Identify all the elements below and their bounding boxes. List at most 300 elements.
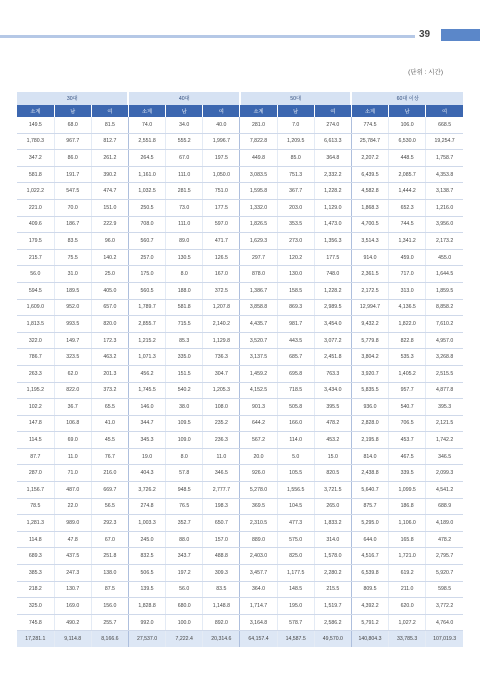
table-cell: 3,726.2	[128, 482, 165, 499]
table-cell: 1,071.3	[128, 349, 165, 366]
table-cell: 250.5	[128, 199, 165, 216]
table-cell: 1,332.0	[240, 199, 277, 216]
table-cell: 343.7	[166, 548, 203, 565]
table-cell: 1,822.0	[389, 316, 426, 333]
table-cell: 1,859.5	[426, 282, 463, 299]
table-cell: 471.7	[203, 233, 240, 250]
table-cell: 1,745.5	[128, 382, 165, 399]
gender-header: 여	[203, 105, 240, 117]
table-cell: 322.0	[17, 332, 54, 349]
table-cell: 373.2	[91, 382, 128, 399]
table-cell: 323.5	[54, 349, 91, 366]
table-row	[17, 432, 463, 449]
table-cell: 167.0	[203, 266, 240, 283]
table-cell: 825.0	[277, 548, 314, 565]
table-cell: 67.0	[166, 150, 203, 167]
table-cell: 335.0	[166, 349, 203, 366]
table-row	[17, 531, 463, 548]
table-cell: 3,137.5	[240, 349, 277, 366]
table-cell: 967.7	[54, 133, 91, 150]
table-cell: 487.0	[54, 482, 91, 499]
table-cell: 820.0	[91, 316, 128, 333]
table-cell: 2,828.0	[351, 415, 388, 432]
table-cell: 40.0	[203, 117, 240, 133]
table-cell: 151.0	[91, 199, 128, 216]
table-cell: 3,721.5	[314, 482, 351, 499]
table-cell: 560.5	[128, 282, 165, 299]
table-row	[17, 266, 463, 283]
table-cell: 346.5	[426, 448, 463, 465]
gender-header: 소계	[128, 105, 165, 117]
table-cell: 65.5	[91, 399, 128, 416]
table-cell: 926.0	[240, 465, 277, 482]
table-cell: 3,514.3	[351, 233, 388, 250]
table-row	[17, 199, 463, 216]
table-cell: 56.0	[17, 266, 54, 283]
table-cell: 215.5	[314, 581, 351, 598]
gender-header: 남	[277, 105, 314, 117]
table-cell: 822.0	[54, 382, 91, 399]
table-cell: 3,858.8	[240, 299, 277, 316]
table-cell: 2,989.5	[314, 299, 351, 316]
table-cell: 106.0	[389, 117, 426, 133]
table-cell: 456.2	[128, 365, 165, 382]
table-cell: 191.7	[54, 166, 91, 183]
table-cell: 175.0	[128, 266, 165, 283]
table-cell: 109.0	[166, 432, 203, 449]
table-cell: 76.7	[91, 448, 128, 465]
gender-header: 여	[314, 105, 351, 117]
gender-header-row	[17, 105, 463, 117]
table-cell: 75.5	[54, 249, 91, 266]
table-cell: 4,764.0	[426, 614, 463, 631]
table-cell: 177.5	[203, 199, 240, 216]
table-row	[17, 448, 463, 465]
table-row	[17, 299, 463, 316]
table-cell: 3,268.8	[426, 349, 463, 366]
table-cell: 4,189.0	[426, 515, 463, 532]
table-cell: 287.0	[17, 465, 54, 482]
table-cell: 3,454.0	[314, 316, 351, 333]
table-cell: 748.0	[314, 266, 351, 283]
table-cell: 364.0	[240, 581, 277, 598]
table-cell: 453.7	[389, 432, 426, 449]
table-cell: 14,587.5	[277, 631, 314, 647]
table-cell: 4,582.8	[351, 183, 388, 200]
table-cell: 751.0	[203, 183, 240, 200]
table-cell: 914.0	[351, 249, 388, 266]
table-cell: 2,121.5	[426, 415, 463, 432]
table-cell: 5,791.2	[351, 614, 388, 631]
table-cell: 657.0	[91, 299, 128, 316]
table-cell: 1,833.2	[314, 515, 351, 532]
table-cell: 56.5	[91, 498, 128, 515]
gender-header: 남	[166, 105, 203, 117]
table-cell: 1,148.8	[203, 598, 240, 615]
table-cell: 3,138.7	[426, 183, 463, 200]
table-cell: 1,444.2	[389, 183, 426, 200]
table-cell: 892.0	[203, 614, 240, 631]
table-cell: 313.0	[389, 282, 426, 299]
table-cell: 87.5	[91, 581, 128, 598]
table-cell: 685.7	[277, 349, 314, 366]
table-cell: 2,855.7	[128, 316, 165, 333]
table-cell: 774.5	[351, 117, 388, 133]
table-cell: 1,629.3	[240, 233, 277, 250]
table-cell: 736.3	[203, 349, 240, 366]
table-cell: 114.8	[17, 531, 54, 548]
table-cell: 744.5	[389, 216, 426, 233]
table-cell: 467.5	[389, 448, 426, 465]
table-cell: 2,403.0	[240, 548, 277, 565]
table-cell: 2,515.5	[426, 365, 463, 382]
table-cell: 111.0	[166, 166, 203, 183]
table-cell: 644.2	[240, 415, 277, 432]
page-number: 39	[419, 29, 431, 40]
table-cell: 309.3	[203, 565, 240, 582]
table-cell: 1,022.2	[17, 183, 54, 200]
table-cell: 1,473.0	[314, 216, 351, 233]
table-cell: 4,957.0	[426, 332, 463, 349]
table-cell: 751.3	[277, 166, 314, 183]
table-cell: 2,438.8	[351, 465, 388, 482]
table-cell: 126.5	[203, 249, 240, 266]
table-cell: 619.2	[389, 565, 426, 582]
table-cell: 8.0	[166, 266, 203, 283]
table-cell: 405.0	[91, 282, 128, 299]
table-cell: 8,166.6	[91, 631, 128, 647]
table-cell: 11.0	[203, 448, 240, 465]
table-cell: 41.0	[91, 415, 128, 432]
gender-header: 소계	[17, 105, 54, 117]
table-cell: 1,386.7	[240, 282, 277, 299]
table-cell: 1,228.2	[314, 183, 351, 200]
table-cell: 4,700.5	[351, 216, 388, 233]
table-cell: 8.0	[166, 448, 203, 465]
table-cell: 809.5	[351, 581, 388, 598]
table-cell: 1,341.2	[389, 233, 426, 250]
table-cell: 763.3	[314, 365, 351, 382]
page-tab-marker	[441, 29, 480, 41]
table-cell: 385.3	[17, 565, 54, 582]
table-cell: 314.0	[314, 531, 351, 548]
table-cell: 3,920.7	[351, 365, 388, 382]
table-cell: 188.0	[166, 282, 203, 299]
table-cell: 89.0	[166, 233, 203, 250]
table-cell: 4,435.7	[240, 316, 277, 333]
table-cell: 130.7	[54, 581, 91, 598]
table-cell: 7,822.8	[240, 133, 277, 150]
table-cell: 149.7	[54, 332, 91, 349]
table-cell: 505.8	[277, 399, 314, 416]
table-row	[17, 365, 463, 382]
table-cell: 3,434.0	[314, 382, 351, 399]
table-cell: 73.0	[166, 199, 203, 216]
table-cell: 463.2	[91, 349, 128, 366]
table-cell: 339.5	[389, 465, 426, 482]
table-cell: 211.0	[389, 581, 426, 598]
table-cell: 87.7	[17, 448, 54, 465]
table-cell: 4,353.8	[426, 166, 463, 183]
table-cell: 20.0	[240, 448, 277, 465]
table-cell: 85.3	[166, 332, 203, 349]
age-group-header: 30대	[17, 92, 128, 105]
table-cell: 149.5	[17, 117, 54, 133]
table-cell: 453.2	[314, 432, 351, 449]
table-cell: 57.8	[166, 465, 203, 482]
table-row	[17, 548, 463, 565]
table-row	[17, 316, 463, 333]
age-group-header: 50대	[240, 92, 351, 105]
table-cell: 2,551.8	[128, 133, 165, 150]
table-cell: 948.5	[166, 482, 203, 499]
table-cell: 786.7	[17, 349, 54, 366]
table-cell: 38.0	[166, 399, 203, 416]
table-cell: 706.5	[389, 415, 426, 432]
table-cell: 146.0	[128, 399, 165, 416]
table-cell: 474.7	[91, 183, 128, 200]
table-cell: 3,457.7	[240, 565, 277, 582]
table-cell: 261.2	[91, 150, 128, 167]
table-cell: 3,956.0	[426, 216, 463, 233]
table-body	[17, 117, 463, 647]
table-cell: 56.0	[166, 581, 203, 598]
table-row	[17, 482, 463, 499]
table-cell: 822.8	[389, 332, 426, 349]
table-cell: 108.0	[203, 399, 240, 416]
table-cell: 64,157.4	[240, 631, 277, 647]
table-cell: 222.9	[91, 216, 128, 233]
table-cell: 7,610.2	[426, 316, 463, 333]
table-cell: 347.2	[17, 150, 54, 167]
table-cell: 2,310.5	[240, 515, 277, 532]
table-row	[17, 249, 463, 266]
table-cell: 186.7	[54, 216, 91, 233]
table-cell: 869.3	[277, 299, 314, 316]
table-cell: 1,556.5	[277, 482, 314, 499]
table-cell: 236.3	[203, 432, 240, 449]
table-cell: 257.0	[128, 249, 165, 266]
table-row	[17, 349, 463, 366]
table-cell: 1,177.5	[277, 565, 314, 582]
table-cell: 67.0	[91, 531, 128, 548]
table-cell: 198.3	[203, 498, 240, 515]
table-cell: 506.5	[128, 565, 165, 582]
table-cell: 186.8	[389, 498, 426, 515]
table-cell: 74.0	[128, 117, 165, 133]
table-cell: 138.0	[91, 565, 128, 582]
table-cell: 820.5	[314, 465, 351, 482]
table-cell: 620.0	[389, 598, 426, 615]
table-cell: 274.8	[128, 498, 165, 515]
table-cell: 652.3	[389, 199, 426, 216]
table-cell: 47.8	[54, 531, 91, 548]
table-cell: 1,161.0	[128, 166, 165, 183]
table-cell: 8,858.2	[426, 299, 463, 316]
table-cell: 5.0	[277, 448, 314, 465]
table-cell: 4,136.5	[389, 299, 426, 316]
table-cell: 1,789.7	[128, 299, 165, 316]
table-cell: 390.2	[91, 166, 128, 183]
table-cell: 114.0	[277, 432, 314, 449]
table-cell: 598.5	[426, 581, 463, 598]
table-cell: 578.7	[277, 614, 314, 631]
table-cell: 1,714.7	[240, 598, 277, 615]
table-cell: 2,085.7	[389, 166, 426, 183]
table-cell: 449.8	[240, 150, 277, 167]
table-cell: 96.0	[91, 233, 128, 250]
table-cell: 9,432.2	[351, 316, 388, 333]
table-cell: 83.5	[203, 581, 240, 598]
age-group-header: 40대	[128, 92, 239, 105]
table-cell: 274.0	[314, 117, 351, 133]
header-rule	[0, 35, 415, 38]
table-cell: 540.2	[166, 382, 203, 399]
table-cell: 15.0	[314, 448, 351, 465]
gender-header: 여	[91, 105, 128, 117]
table-cell: 718.5	[277, 382, 314, 399]
table-cell: 17,281.1	[17, 631, 54, 647]
table-cell: 4,516.7	[351, 548, 388, 565]
table-cell: 19,254.7	[426, 133, 463, 150]
table-row	[17, 233, 463, 250]
table-cell: 247.3	[54, 565, 91, 582]
table-cell: 68.0	[54, 117, 91, 133]
table-cell: 216.0	[91, 465, 128, 482]
table-cell: 33,785.3	[389, 631, 426, 647]
table-cell: 488.8	[203, 548, 240, 565]
table-cell: 3,083.5	[240, 166, 277, 183]
age-group-header: 60대 이상	[351, 92, 463, 105]
table-cell: 1,742.2	[426, 432, 463, 449]
table-cell: 85.0	[277, 150, 314, 167]
table-cell: 367.7	[277, 183, 314, 200]
table-cell: 22.0	[54, 498, 91, 515]
table-row	[17, 565, 463, 582]
table-cell: 71.0	[54, 465, 91, 482]
table-cell: 875.7	[351, 498, 388, 515]
table-cell: 3,804.2	[351, 349, 388, 366]
table-cell: 169.0	[54, 598, 91, 615]
table-cell: 5,295.0	[351, 515, 388, 532]
table-cell: 195.0	[277, 598, 314, 615]
gender-header: 여	[426, 105, 463, 117]
table-cell: 2,332.2	[314, 166, 351, 183]
table-cell: 668.5	[426, 117, 463, 133]
table-cell: 346.5	[203, 465, 240, 482]
table-row	[17, 614, 463, 631]
gender-header: 소계	[240, 105, 277, 117]
table-cell: 567.2	[240, 432, 277, 449]
table-cell: 5,278.0	[240, 482, 277, 499]
table-cell: 1,195.2	[17, 382, 54, 399]
table-cell: 1,003.3	[128, 515, 165, 532]
table-cell: 325.0	[17, 598, 54, 615]
table-cell: 36.7	[54, 399, 91, 416]
table-cell: 936.0	[351, 399, 388, 416]
table-cell: 165.8	[389, 531, 426, 548]
table-cell: 27,537.0	[128, 631, 165, 647]
table-cell: 265.0	[314, 498, 351, 515]
table-cell: 2,586.2	[314, 614, 351, 631]
table-cell: 644.0	[351, 531, 388, 548]
table-cell: 581.8	[17, 166, 54, 183]
table-cell: 273.0	[277, 233, 314, 250]
table-cell: 814.0	[351, 448, 388, 465]
table-cell: 76.5	[166, 498, 203, 515]
table-cell: 69.0	[54, 432, 91, 449]
table-cell: 1,609.0	[17, 299, 54, 316]
table-cell: 1,595.8	[240, 183, 277, 200]
table-cell: 5,779.8	[351, 332, 388, 349]
table-cell: 1,996.7	[203, 133, 240, 150]
gender-header: 소계	[351, 105, 388, 117]
table-cell: 1,281.3	[17, 515, 54, 532]
table-row	[17, 581, 463, 598]
age-group-header-row	[17, 92, 463, 105]
table-cell: 189.5	[54, 282, 91, 299]
table-cell: 478.2	[314, 415, 351, 432]
table-cell: 245.0	[128, 531, 165, 548]
table-cell: 395.3	[426, 399, 463, 416]
table-cell: 650.7	[203, 515, 240, 532]
table-cell: 3,077.2	[314, 332, 351, 349]
table-cell: 264.5	[128, 150, 165, 167]
table-cell: 78.5	[17, 498, 54, 515]
table-cell: 156.0	[91, 598, 128, 615]
table-cell: 172.3	[91, 332, 128, 349]
table-cell: 345.3	[128, 432, 165, 449]
table-cell: 25,784.7	[351, 133, 388, 150]
table-cell: 745.8	[17, 614, 54, 631]
table-cell: 7.0	[277, 117, 314, 133]
table-cell: 1,405.2	[389, 365, 426, 382]
table-cell: 437.5	[54, 548, 91, 565]
table-cell: 130.0	[277, 266, 314, 283]
table-cell: 49,570.0	[314, 631, 351, 647]
table-cell: 100.0	[166, 614, 203, 631]
table-cell: 255.7	[91, 614, 128, 631]
table-cell: 86.0	[54, 150, 91, 167]
table-cell: 4,152.5	[240, 382, 277, 399]
table-cell: 6,539.8	[351, 565, 388, 582]
table-cell: 62.0	[54, 365, 91, 382]
table-cell: 31.0	[54, 266, 91, 283]
table-cell: 455.0	[426, 249, 463, 266]
table-cell: 555.2	[166, 133, 203, 150]
table-cell: 344.7	[128, 415, 165, 432]
table-cell: 1,813.5	[17, 316, 54, 333]
table-cell: 5,640.7	[351, 482, 388, 499]
table-cell: 3,772.2	[426, 598, 463, 615]
table-cell: 197.5	[203, 150, 240, 167]
table-cell: 147.8	[17, 415, 54, 432]
table-cell: 715.5	[166, 316, 203, 333]
total-row	[17, 631, 463, 647]
table-cell: 1,780.3	[17, 133, 54, 150]
table-cell: 1,228.2	[314, 282, 351, 299]
table-cell: 957.7	[389, 382, 426, 399]
table-cell: 1,356.3	[314, 233, 351, 250]
table-cell: 235.2	[203, 415, 240, 432]
table-cell: 981.7	[277, 316, 314, 333]
table-cell: 19.0	[128, 448, 165, 465]
table-cell: 139.5	[128, 581, 165, 598]
table-cell: 1,205.3	[203, 382, 240, 399]
table-cell: 1,868.3	[351, 199, 388, 216]
table-cell: 490.2	[54, 614, 91, 631]
table-row	[17, 282, 463, 299]
